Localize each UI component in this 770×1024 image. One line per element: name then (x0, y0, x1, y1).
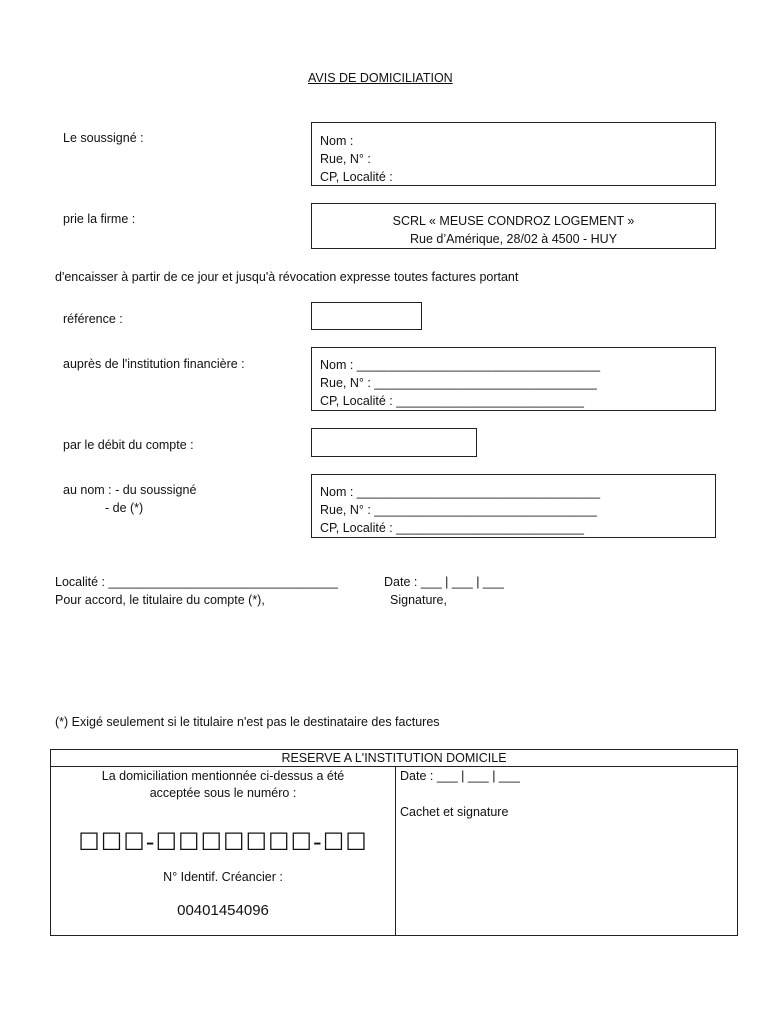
reserve-right-cell (396, 767, 738, 936)
reserve-table (50, 749, 738, 936)
accord-line: Pour accord, le titulaire du compte (*), (55, 593, 265, 607)
accepted-line-2: acceptée sous le numéro : (149, 786, 297, 800)
reference-field[interactable] (311, 302, 422, 330)
account-field[interactable] (311, 428, 477, 457)
au-nom-nom: Nom : ___________________________________ (320, 485, 601, 499)
reserve-date[interactable]: Date : ___ | ___ | ___ (400, 769, 520, 783)
institution-box[interactable] (311, 347, 716, 411)
soussigne-box[interactable] (311, 122, 716, 186)
institution-nom: Nom : ___________________________________ (320, 358, 601, 372)
reference-label: référence : (63, 312, 123, 326)
au-nom-label: au nom : - du soussigné (63, 483, 197, 497)
cachet-label: Cachet et signature (400, 805, 509, 819)
reserve-left-cell (51, 767, 396, 936)
accepted-line-1: La domiciliation mentionnée ci-dessus a été (101, 769, 345, 783)
au-nom-cp: CP, Localité : ___________________________ (320, 521, 584, 535)
institution-cp: CP, Localité : ___________________________ (320, 394, 584, 408)
firme-box (311, 203, 716, 249)
firme-name: SCRL « MEUSE CONDROZ LOGEMENT » (392, 214, 635, 228)
localite-line[interactable]: Localité : _________________________________ (55, 575, 338, 589)
encaisser-text: d'encaisser à partir de ce jour et jusqu'à révocation expresse toutes factures portant (55, 270, 519, 284)
au-nom-rue: Rue, N° : ________________________________ (320, 503, 597, 517)
date-line[interactable]: Date : ___ | ___ | ___ (384, 575, 504, 589)
soussigne-cp: CP, Localité : (320, 170, 393, 184)
firme-label: prie la firme : (63, 212, 136, 226)
institution-rue: Rue, N° : ________________________________ (320, 376, 597, 390)
institution-label: auprès de l'institution financière : (63, 357, 245, 371)
footnote: (*) Exigé seulement si le titulaire n'est pas le destinataire des factures (55, 715, 440, 729)
creancier-number: 00401454096 (177, 902, 269, 919)
firme-address: Rue d’Amérique, 28/02 à 4500 - HUY (409, 232, 618, 246)
page-title: AVIS DE DOMICILIATION (308, 71, 453, 85)
au-nom-box[interactable] (311, 474, 716, 538)
soussigne-label: Le soussigné : (63, 131, 144, 145)
soussigne-nom: Nom : (320, 134, 354, 148)
soussigne-rue: Rue, N° : (320, 152, 371, 166)
reference-number-boxes[interactable]: ☐☐☐-☐☐☐☐☐☐☐-☐☐ (78, 828, 368, 856)
reserve-header: RESERVE A L'INSTITUTION DOMICILE (51, 750, 738, 767)
au-nom-de-label: - de (*) (105, 501, 144, 515)
creancier-label: N° Identif. Créancier : (163, 870, 283, 884)
signature-label: Signature, (390, 593, 447, 607)
debit-label: par le débit du compte : (63, 438, 194, 452)
